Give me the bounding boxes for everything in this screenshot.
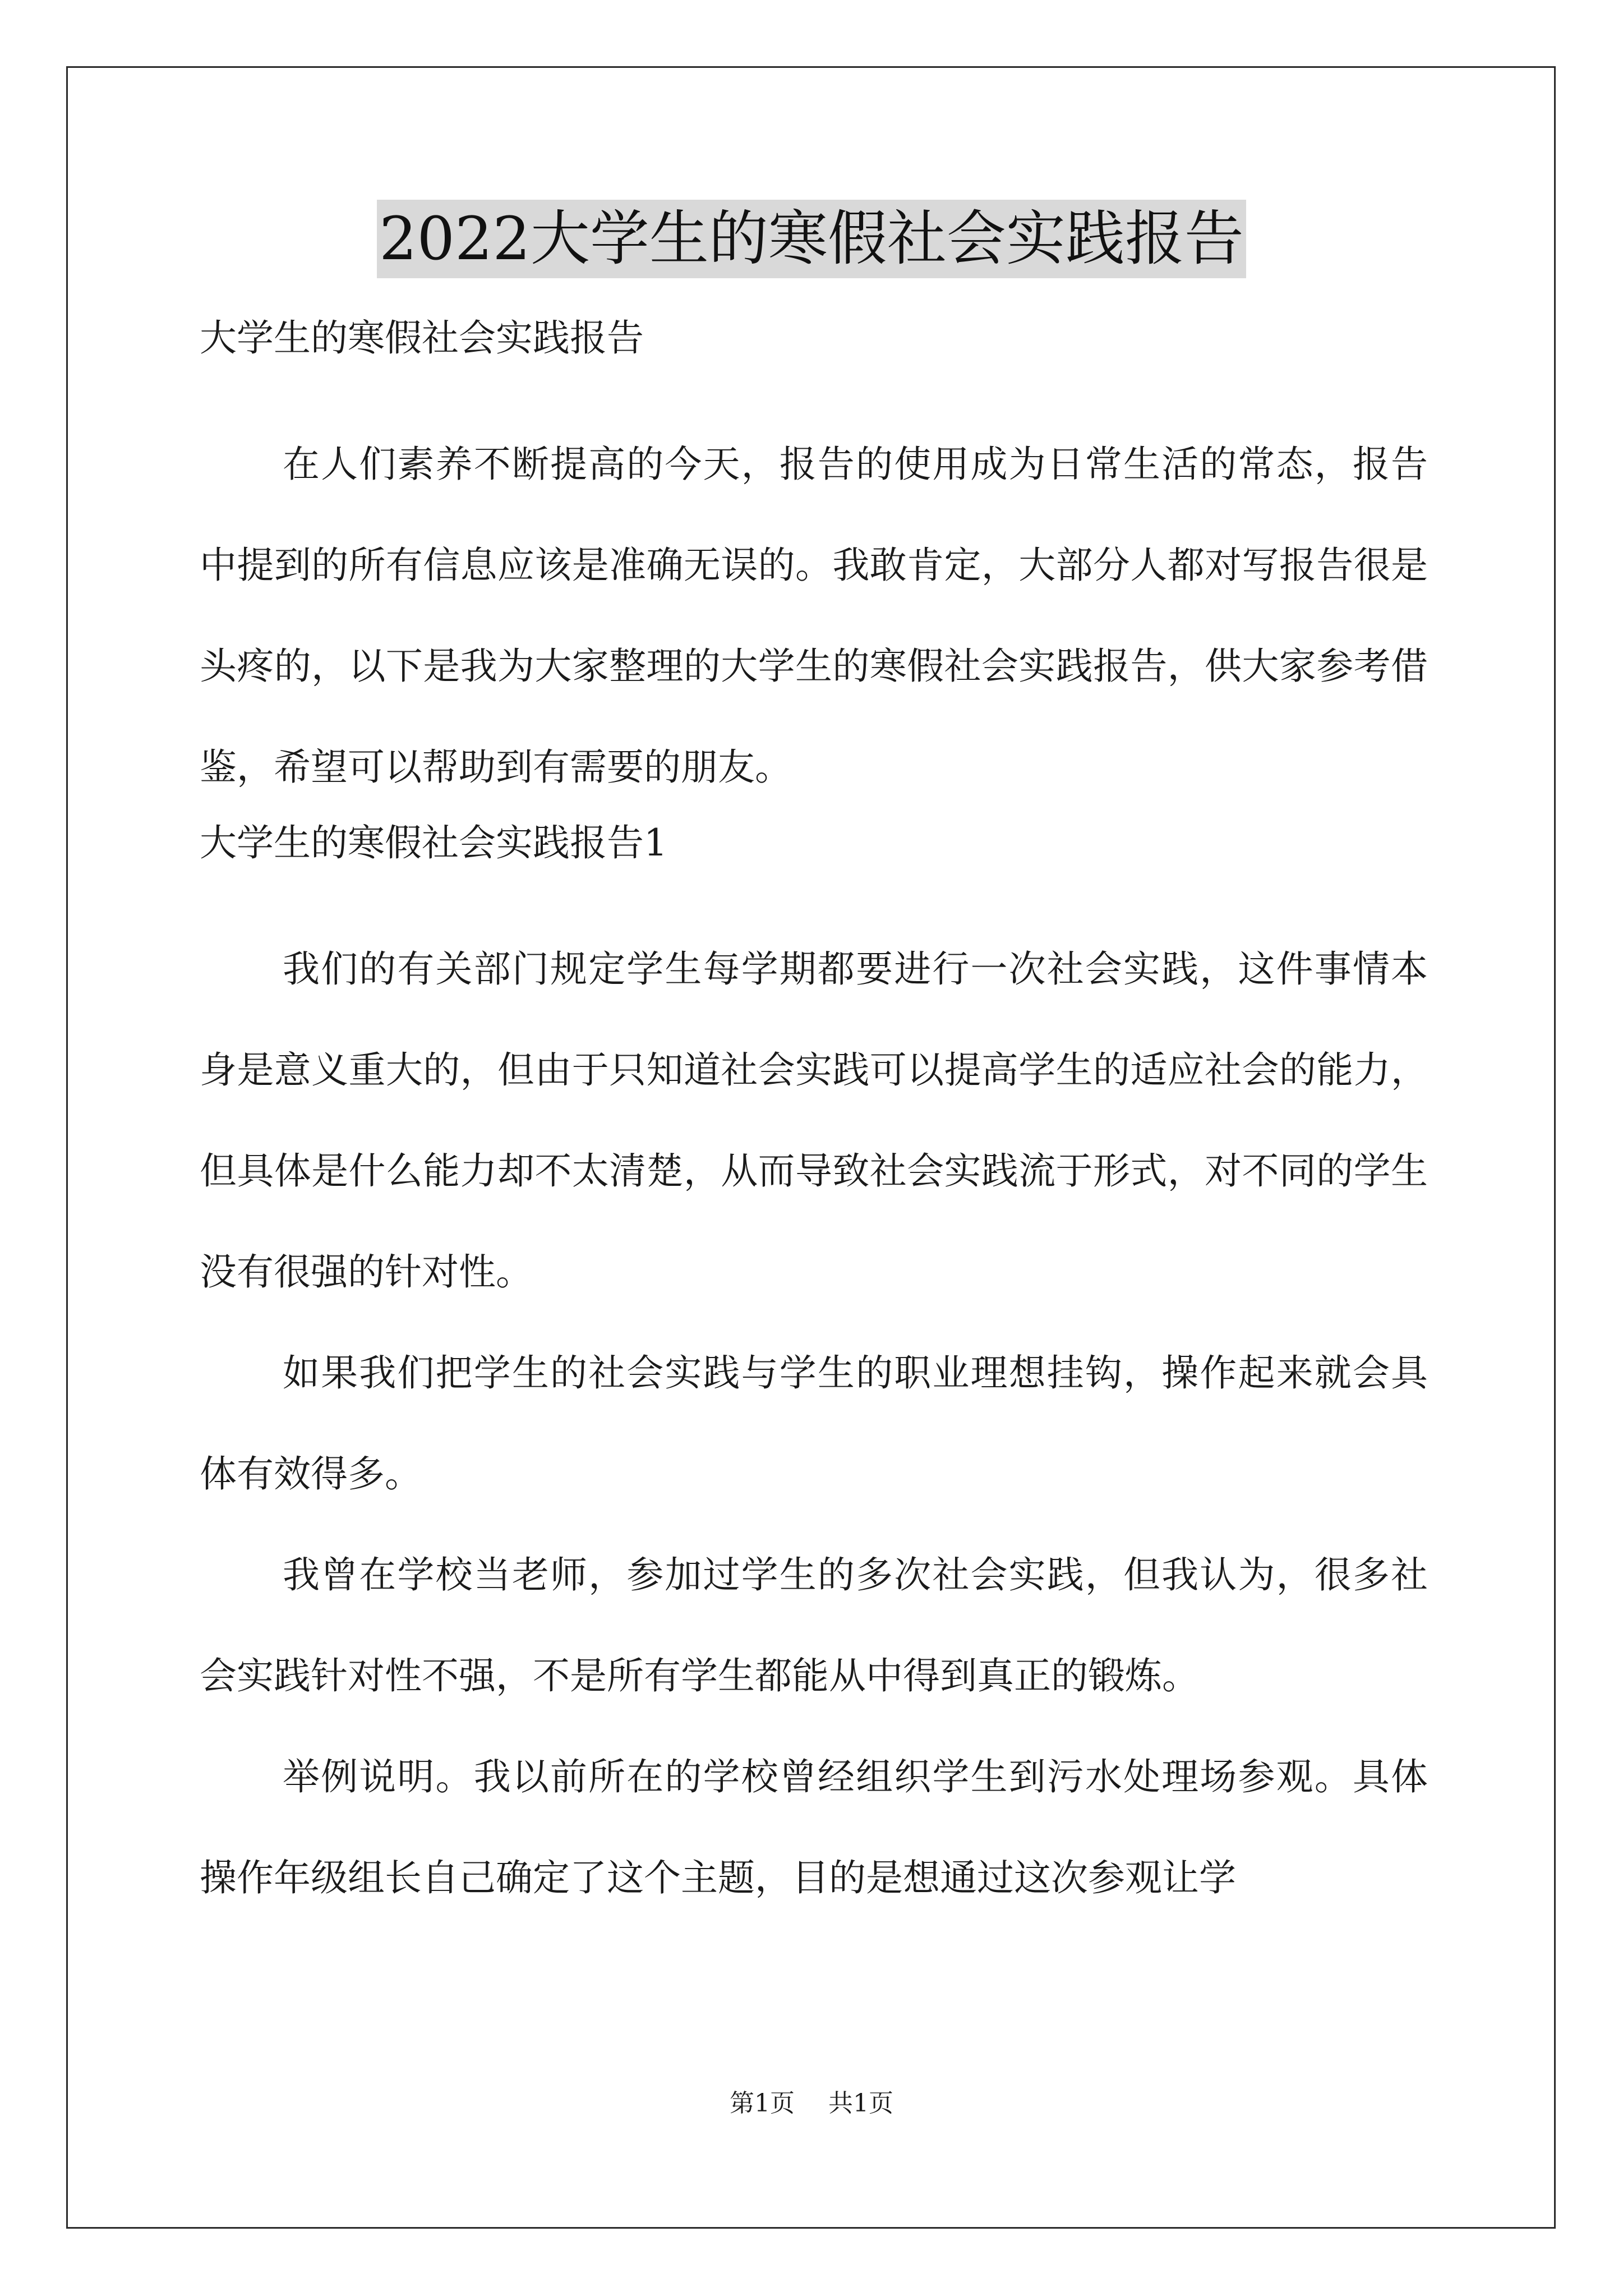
- section-heading: 大学生的寒假社会实践报告1: [200, 821, 667, 864]
- document-title: 2022大学生的寒假社会实践报告: [377, 200, 1246, 278]
- document-body: [200, 313, 1428, 1929]
- document-subtitle: 大学生的寒假社会实践报告: [200, 316, 644, 360]
- section-paragraph: 我们的有关部门规定学生每学期都要进行一次社会实践，这件事情本身是意义重大的，但由于只知道社会实践可以提高学生的适应社会的能力，但具体是什么能力却不太清楚，从而导致社会实践流于形式，对不同的学生没有很强的针对性。: [200, 947, 1428, 1294]
- page-footer: [0, 2087, 1623, 2120]
- section-paragraph: 我曾在学校当老师，参加过学生的多次社会实践，但我认为，很多社会实践针对性不强，不是所有学生都能从中得到真正的锻炼。: [200, 1553, 1428, 1697]
- section-paragraph: 举例说明。我以前所在的学校曾经组织学生到污水处理场参观。具体操作年级组长自己确定了这个主题，目的是想通过这次参观让学: [200, 1755, 1428, 1899]
- page-number: 第1页: [730, 2089, 795, 2118]
- title-container: [0, 200, 1623, 278]
- section-paragraph: 如果我们把学生的社会实践与学生的职业理想挂钩，操作起来就会具体有效得多。: [200, 1351, 1428, 1496]
- page-total: 共1页: [828, 2089, 893, 2118]
- intro-paragraph: 在人们素养不断提高的今天，报告的使用成为日常生活的常态，报告中提到的所有信息应该是准确无误的。我敢肯定，大部分人都对写报告很是头疼的，以下是我为大家整理的大学生的寒假社会实践报告，供大家参考借鉴，希望可以帮助到有需要的朋友。: [200, 443, 1428, 789]
